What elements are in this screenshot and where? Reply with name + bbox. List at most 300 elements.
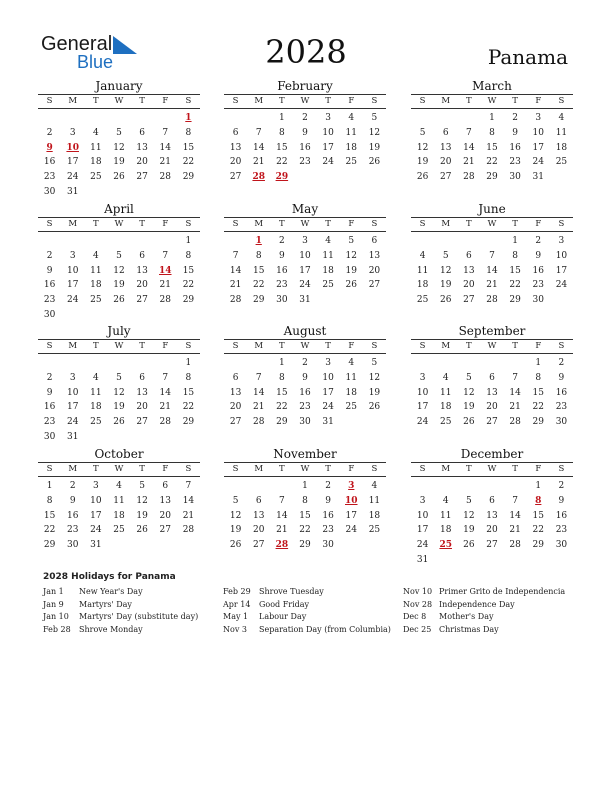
month-title: July [107, 324, 131, 338]
weekday-label: T [466, 96, 472, 106]
weekday-label: S [371, 219, 378, 229]
calendar-day: 12 [113, 387, 125, 398]
calendar-day: 5 [139, 481, 145, 491]
holiday-row [403, 611, 583, 624]
calendar-day: 7 [255, 372, 262, 383]
calendar-day: 23 [555, 402, 568, 413]
month-september [411, 324, 573, 430]
calendar-day: 21 [159, 402, 171, 413]
day-grid [38, 479, 200, 553]
calendar-day: 13 [136, 265, 148, 276]
holiday-day: 25 [439, 540, 452, 551]
calendar-day: 22 [43, 525, 56, 536]
calendar-day: 26 [136, 525, 148, 536]
calendar-day: 31 [416, 554, 429, 565]
calendar-day: 11 [439, 387, 452, 398]
calendar-day: 28 [159, 295, 171, 306]
calendar-day: 19 [416, 157, 429, 168]
weekday-label: M [254, 219, 264, 229]
empty-day [504, 356, 527, 371]
month-title: January [95, 79, 143, 93]
calendar-day: 3 [419, 372, 426, 383]
weekday-label: F [535, 341, 542, 351]
calendar-day: 3 [325, 113, 331, 123]
calendar-day: 15 [252, 265, 265, 276]
calendar-day: 27 [159, 525, 171, 536]
calendar-day: 13 [229, 387, 242, 398]
calendar-day: 21 [486, 280, 498, 291]
weekday-label: M [68, 96, 78, 106]
weekday-label: T [512, 464, 518, 474]
calendar-day: 8 [535, 372, 542, 383]
calendar-day: 17 [416, 525, 429, 536]
calendar-day: 15 [43, 510, 56, 521]
empty-day [457, 356, 480, 371]
calendar-day: 1 [489, 113, 495, 123]
calendar-day: 6 [442, 127, 449, 138]
weekday-label: M [254, 464, 264, 474]
holiday-date: Apr 14 [223, 599, 251, 609]
month-january [38, 79, 200, 200]
calendar-day: 21 [509, 402, 521, 413]
month-title: December [460, 447, 524, 461]
weekday-label: M [441, 464, 451, 474]
calendar-day: 2 [46, 250, 53, 261]
calendar-day: 10 [322, 127, 334, 138]
calendar-day: 31 [532, 172, 544, 183]
calendar-day: 19 [368, 387, 381, 398]
empty-day [38, 234, 61, 249]
empty-day [84, 111, 107, 126]
weekday-label: S [419, 96, 426, 106]
weekday-label: F [348, 464, 355, 474]
weekday-header [224, 217, 386, 232]
empty-day [224, 356, 247, 371]
holiday-name: Separation Day (from Columbia) [259, 624, 391, 634]
calendar-day: 4 [116, 481, 122, 491]
calendar-day: 12 [345, 250, 357, 261]
weekday-label: T [279, 96, 285, 106]
calendar-day: 18 [90, 280, 102, 291]
month-april [38, 202, 200, 323]
calendar-day: 4 [92, 372, 99, 383]
calendar-day: 7 [255, 127, 262, 138]
calendar-day: 12 [113, 265, 125, 276]
calendar-day: 6 [255, 495, 262, 506]
holiday-row [223, 624, 403, 637]
weekday-label: M [254, 96, 264, 106]
calendar-day: 5 [116, 372, 122, 383]
calendar-day: 17 [322, 387, 334, 398]
calendar-day: 30 [43, 309, 56, 320]
calendar-day: 14 [463, 142, 475, 153]
calendar-day: 22 [182, 157, 195, 168]
weekday-label: T [325, 96, 331, 106]
calendar-day: 3 [535, 113, 542, 123]
calendar-day: 22 [182, 280, 195, 291]
day-grid [411, 111, 573, 185]
month-july [38, 324, 200, 445]
calendar-day: 7 [162, 127, 169, 138]
calendar-day: 5 [232, 495, 239, 506]
weekday-header [224, 339, 386, 354]
weekday-label: M [68, 464, 78, 474]
weekday-header [38, 462, 200, 477]
weekday-label: T [325, 219, 331, 229]
calendar-day: 17 [66, 280, 79, 291]
weekday-label: W [487, 464, 497, 474]
calendar-day: 19 [113, 402, 125, 413]
weekday-label: W [300, 341, 310, 351]
weekday-label: F [348, 219, 355, 229]
weekday-label: T [325, 341, 331, 351]
calendar-day: 5 [465, 495, 472, 506]
month-august [224, 324, 386, 430]
calendar-day: 17 [66, 402, 79, 413]
holiday-day: 28 [252, 172, 265, 183]
empty-day [270, 479, 293, 494]
calendar-day: 27 [229, 417, 242, 428]
calendar-day: 13 [463, 265, 475, 276]
calendar-day: 26 [439, 295, 452, 306]
calendar-day: 30 [66, 540, 79, 551]
calendar-day: 25 [322, 280, 334, 291]
empty-day [411, 111, 434, 126]
weekday-label: S [558, 96, 565, 106]
holiday-name: Good Friday [259, 599, 310, 609]
calendar-day: 14 [159, 142, 171, 153]
weekday-label: T [139, 341, 145, 351]
calendar-day: 23 [532, 280, 544, 291]
calendar-day: 19 [463, 525, 475, 536]
calendar-day: 25 [555, 157, 568, 168]
calendar-day: 4 [325, 236, 331, 246]
weekday-label: S [185, 341, 192, 351]
holiday-date: Dec 25 [403, 624, 432, 634]
calendar-day: 19 [136, 510, 148, 521]
holiday-row [223, 599, 403, 612]
calendar-day: 11 [439, 510, 452, 521]
month-october [38, 447, 200, 553]
weekday-header [38, 339, 200, 354]
calendar-day: 27 [136, 295, 148, 306]
weekday-label: T [139, 464, 145, 474]
calendar-day: 23 [299, 157, 311, 168]
calendar-day: 7 [465, 127, 472, 138]
calendar-day: 8 [278, 127, 285, 138]
calendar-day: 15 [276, 387, 288, 398]
weekday-label: W [114, 219, 124, 229]
calendar-day: 25 [113, 525, 125, 536]
empty-day [224, 234, 247, 249]
calendar-day: 23 [43, 417, 56, 428]
calendar-day: 4 [442, 372, 449, 383]
weekday-label: T [93, 341, 99, 351]
empty-day [107, 111, 130, 126]
calendar-day: 25 [90, 417, 102, 428]
weekday-label: F [535, 96, 542, 106]
calendar-day: 16 [299, 142, 311, 153]
calendar-day: 6 [232, 127, 239, 138]
calendar-day: 6 [139, 250, 145, 261]
calendar-day: 20 [136, 280, 148, 291]
calendar-day: 11 [416, 265, 429, 276]
weekday-label: S [232, 219, 239, 229]
weekday-label: F [348, 341, 355, 351]
calendar-day: 19 [345, 265, 357, 276]
calendar-day: 23 [276, 280, 288, 291]
month-title: March [472, 79, 512, 93]
calendar-day: 11 [368, 495, 381, 506]
calendar-day: 16 [322, 510, 334, 521]
calendar-day: 14 [509, 510, 521, 521]
calendar-day: 16 [43, 157, 56, 168]
calendar-day: 31 [299, 295, 311, 306]
calendar-day: 14 [182, 495, 195, 506]
empty-day [457, 111, 480, 126]
weekday-label: T [512, 219, 518, 229]
holiday-day: 10 [66, 142, 79, 153]
calendar-day: 2 [46, 127, 53, 138]
empty-day [84, 234, 107, 249]
calendar-day: 14 [276, 510, 288, 521]
calendar-day: 11 [345, 127, 357, 138]
empty-day [434, 479, 457, 494]
calendar-day: 12 [463, 510, 475, 521]
calendar-day: 24 [66, 417, 79, 428]
calendar-day: 21 [509, 525, 521, 536]
holiday-list-title: 2028 Holidays for Panama [43, 572, 176, 582]
calendar-day: 20 [159, 510, 171, 521]
holiday-columns [43, 586, 583, 636]
weekday-label: W [114, 341, 124, 351]
holiday-row [43, 611, 223, 624]
calendar-day: 8 [302, 495, 308, 506]
empty-day [457, 234, 480, 249]
calendar-day: 13 [486, 387, 498, 398]
weekday-label: T [325, 464, 331, 474]
year-title: 2028 [265, 33, 347, 71]
calendar-day: 2 [325, 481, 331, 491]
calendar-day: 4 [558, 113, 565, 123]
calendar-day: 20 [463, 280, 475, 291]
calendar-day: 16 [532, 265, 544, 276]
calendar-day: 30 [532, 295, 544, 306]
calendar-day: 13 [159, 495, 171, 506]
calendar-day: 12 [136, 495, 148, 506]
calendar-day: 4 [419, 250, 426, 261]
holiday-day: 1 [255, 236, 262, 246]
weekday-label: T [512, 341, 518, 351]
weekday-label: F [162, 341, 169, 351]
weekday-label: S [419, 464, 426, 474]
month-title: November [273, 447, 337, 461]
weekday-label: W [300, 96, 310, 106]
calendar-day: 29 [509, 295, 521, 306]
calendar-day: 13 [136, 387, 148, 398]
weekday-header [411, 217, 573, 232]
calendar-day: 5 [371, 113, 378, 123]
calendar-day: 31 [322, 417, 334, 428]
calendar-day: 21 [463, 157, 475, 168]
empty-day [131, 234, 154, 249]
weekday-label: T [139, 219, 145, 229]
calendar-day: 18 [90, 402, 102, 413]
calendar-day: 15 [276, 142, 288, 153]
calendar-day: 26 [229, 540, 242, 551]
calendar-day: 5 [348, 236, 355, 246]
calendar-day: 29 [43, 540, 56, 551]
calendar-day: 23 [43, 295, 56, 306]
calendar-day: 29 [532, 540, 544, 551]
calendar-day: 27 [136, 417, 148, 428]
empty-day [224, 111, 247, 126]
calendar-day: 22 [252, 280, 265, 291]
calendar-day: 18 [90, 157, 102, 168]
calendar-day: 16 [66, 510, 79, 521]
calendar-day: 3 [69, 250, 76, 261]
calendar-day: 20 [136, 157, 148, 168]
calendar-day: 2 [302, 113, 308, 123]
calendar-day: 1 [535, 358, 542, 368]
calendar-day: 2 [302, 358, 308, 368]
holiday-day: 28 [275, 540, 289, 551]
empty-day [84, 356, 107, 371]
calendar-day: 27 [368, 280, 381, 291]
calendar-day: 1 [185, 236, 192, 246]
holiday-date: Feb 28 [43, 624, 71, 634]
calendar-day: 7 [278, 495, 285, 506]
holiday-row [43, 586, 223, 599]
calendar-day: 3 [325, 358, 331, 368]
month-may [224, 202, 386, 308]
calendar-day: 30 [555, 540, 568, 551]
calendar-day: 12 [439, 265, 452, 276]
holiday-date: Nov 3 [223, 624, 247, 634]
calendar-day: 2 [46, 372, 53, 383]
calendar-day: 29 [486, 172, 498, 183]
weekday-label: M [254, 341, 264, 351]
calendar-day: 25 [368, 525, 381, 536]
weekday-label: T [466, 464, 472, 474]
calendar-day: 9 [302, 372, 308, 383]
calendar-day: 23 [555, 525, 568, 536]
calendar-day: 29 [182, 295, 195, 306]
calendar-day: 11 [113, 495, 125, 506]
logo-general-text: General [41, 33, 113, 55]
calendar-day: 5 [371, 358, 378, 368]
calendar-day: 13 [368, 250, 381, 261]
calendar-day: 1 [535, 481, 542, 491]
calendar-day: 1 [512, 236, 518, 246]
weekday-label: F [535, 219, 542, 229]
calendar-day: 27 [229, 172, 242, 183]
holiday-list [43, 572, 583, 636]
day-grid [224, 356, 386, 430]
weekday-header [411, 339, 573, 354]
holiday-date: Nov 10 [403, 587, 433, 596]
calendar-day: 13 [136, 142, 148, 153]
holiday-day: 29 [275, 172, 289, 183]
calendar-day: 27 [486, 417, 498, 428]
calendar-day: 1 [302, 481, 308, 491]
holiday-column [403, 586, 583, 636]
calendar-day: 24 [90, 525, 102, 536]
month-title: August [283, 324, 327, 338]
calendar-day: 18 [113, 510, 125, 521]
empty-day [107, 234, 130, 249]
calendar-day: 6 [465, 250, 472, 261]
calendar-day: 22 [486, 157, 498, 168]
weekday-label: S [46, 464, 53, 474]
weekday-label: T [279, 464, 285, 474]
calendar-day: 15 [486, 142, 498, 153]
calendar-day: 9 [46, 265, 53, 276]
calendar-day: 27 [252, 540, 265, 551]
calendar-day: 17 [532, 142, 544, 153]
weekday-label: W [487, 96, 497, 106]
calendar-day: 22 [276, 157, 288, 168]
calendar-day: 20 [229, 157, 242, 168]
calendar-day: 7 [512, 372, 518, 383]
calendar-day: 6 [371, 236, 378, 246]
calendar-day: 25 [439, 417, 452, 428]
calendar-day: 7 [162, 372, 169, 383]
calendar-day: 6 [489, 495, 495, 506]
calendar-day: 18 [322, 265, 334, 276]
calendar-day: 8 [185, 372, 192, 383]
calendar-day: 12 [113, 142, 125, 153]
calendar-day: 16 [509, 142, 521, 153]
calendar-day: 10 [90, 495, 102, 506]
holiday-name: Shrove Tuesday [259, 587, 324, 596]
calendar-day: 8 [46, 495, 53, 506]
weekday-label: T [93, 219, 99, 229]
calendar-day: 30 [299, 417, 311, 428]
calendar-day: 21 [252, 157, 265, 168]
calendar-day: 17 [345, 510, 357, 521]
day-grid [38, 356, 200, 445]
empty-day [131, 111, 154, 126]
calendar-day: 27 [463, 295, 475, 306]
calendar-day: 30 [43, 186, 56, 197]
calendar-day: 2 [558, 481, 565, 491]
calendar-day: 16 [43, 280, 56, 291]
weekday-label: T [466, 341, 472, 351]
calendar-day: 19 [439, 280, 452, 291]
calendar-day: 26 [345, 280, 357, 291]
weekday-label: T [512, 96, 518, 106]
calendar-day: 22 [509, 280, 521, 291]
weekday-label: M [68, 219, 78, 229]
holiday-date: Jan 9 [43, 599, 64, 609]
calendar-day: 19 [368, 142, 381, 153]
weekday-header [224, 462, 386, 477]
calendar-day: 21 [159, 280, 171, 291]
calendar-day: 20 [252, 525, 265, 536]
calendar-day: 7 [162, 250, 169, 261]
calendar-day: 24 [322, 402, 334, 413]
holiday-row [403, 599, 583, 612]
calendar-day: 11 [322, 250, 334, 261]
month-title: February [277, 79, 333, 93]
weekday-label: T [279, 341, 285, 351]
calendar-day: 9 [558, 372, 565, 383]
month-december [411, 447, 573, 568]
calendar-day: 11 [555, 127, 568, 138]
calendar-day: 16 [555, 510, 568, 521]
day-grid [224, 234, 386, 308]
